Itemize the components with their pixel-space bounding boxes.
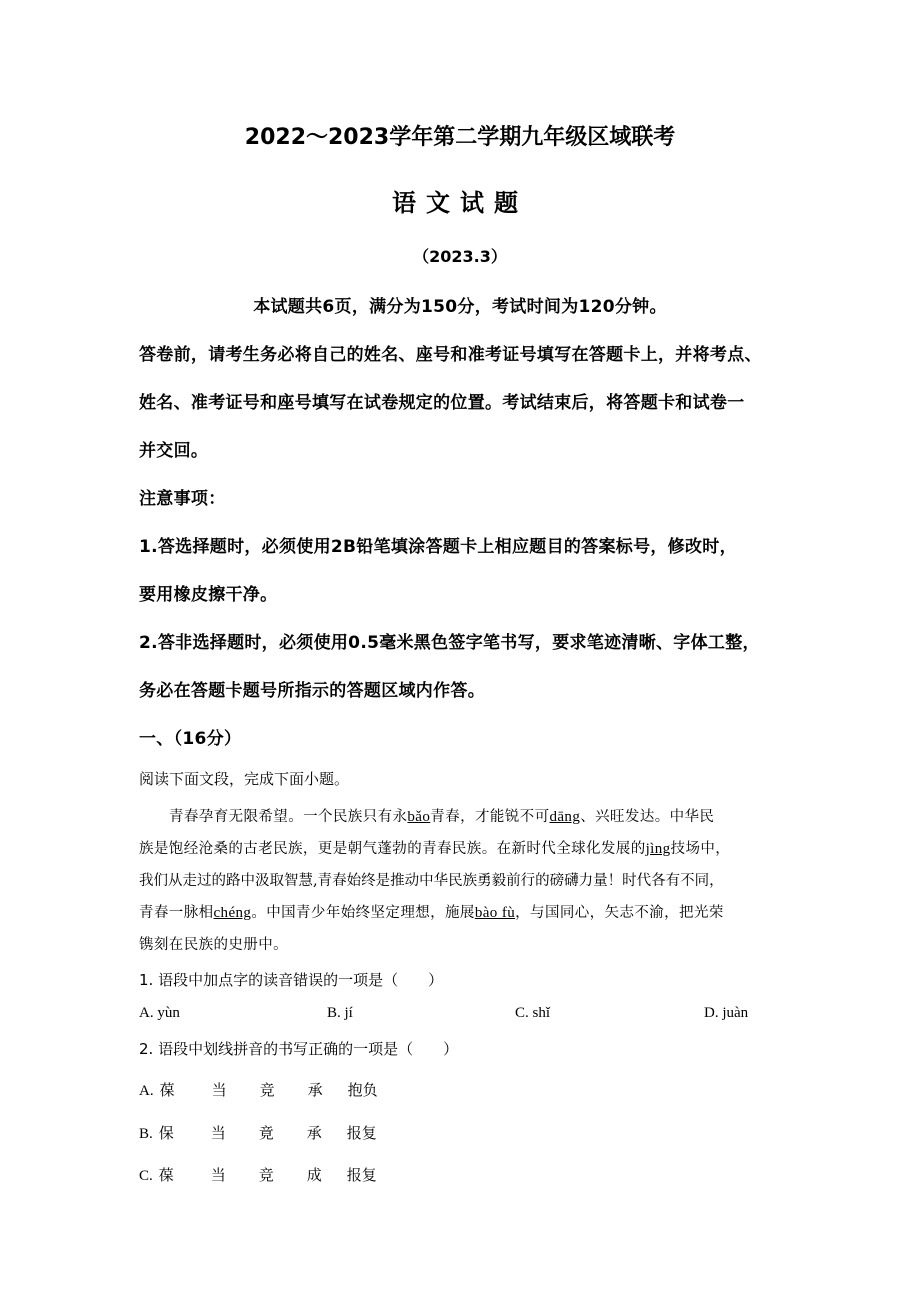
option-word: 竟 — [258, 1124, 274, 1142]
option-word: 当 — [210, 1124, 226, 1142]
notice-line: 务必在答题卡题号所指示的答题区域内作答。 — [139, 681, 485, 701]
instruction-line: 并交回。 — [139, 441, 209, 461]
option-word: 保 — [158, 1124, 174, 1142]
option-word: 当 — [211, 1081, 227, 1099]
passage-text: 。中国青少年始终坚定理想，施展 — [251, 905, 475, 921]
subject-title: 语文试题 — [392, 189, 528, 217]
option-word: 葆 — [159, 1081, 175, 1099]
option-label: B. — [139, 1126, 153, 1142]
q1-option-b[interactable]: B. jí — [327, 1005, 353, 1021]
q1-option-c[interactable]: C. shǐ — [515, 1005, 551, 1021]
exam-date: （2023.3） — [413, 247, 507, 266]
passage-text: 青春，才能锐不可 — [430, 809, 550, 825]
section-heading: 一、（16分） — [139, 729, 242, 749]
passage-text: 、兴旺发达。中华民 — [580, 809, 715, 825]
pinyin-blank: jìng — [645, 841, 671, 857]
option-word: 竞 — [258, 1166, 274, 1184]
exam-summary: 本试题共6页，满分为150分，考试时间为120分钟。 — [253, 297, 667, 317]
option-word: 报复 — [346, 1124, 377, 1142]
option-word: 成 — [306, 1166, 322, 1184]
instruction-line: 姓名、准考证号和座号填写在试卷规定的位置。考试结束后，将答题卡和试卷一 — [139, 393, 745, 413]
passage-text: 青春孕育无限希望。一个民族只有永 — [169, 809, 408, 825]
question-1-stem: 1. 语段中加点字的读音错误的一项是（ ） — [139, 971, 444, 989]
passage-text: 镌刻在民族的史册中。 — [139, 937, 288, 953]
option-word: 承 — [306, 1124, 322, 1142]
section-instruction: 阅读下面文段，完成下面小题。 — [139, 770, 350, 788]
passage-text: 我们从走过的路中汲取智慧,青春始终是推动中华民族勇毅前行的磅礴力量！时代各有不同， — [139, 873, 724, 889]
notice-line: 2.答非选择题时，必须使用0.5毫米黑色签字笔书写，要求笔迹清晰、字体工整， — [139, 633, 760, 653]
exam-title: 2022～2023学年第二学期九年级区域联考 — [244, 125, 676, 150]
q1-option-d[interactable]: D. juàn — [704, 1005, 749, 1021]
option-label: C. — [139, 1168, 153, 1184]
passage-text: ，与国同心，矢志不渝，把光荣 — [515, 905, 724, 921]
passage-text: 技场中， — [670, 841, 731, 857]
notice-heading: 注意事项： — [139, 489, 226, 509]
q2-option-b[interactable] — [139, 1122, 377, 1143]
option-word: 报复 — [346, 1166, 377, 1184]
option-word: 竞 — [259, 1081, 275, 1099]
q2-option-c[interactable] — [139, 1164, 377, 1185]
passage-text: 族是饱经沧桑的古老民族，更是朝气蓬勃的青春民族。在新时代全球化发展的 — [139, 841, 646, 857]
notice-line: 要用橡皮擦干净。 — [139, 585, 278, 605]
passage-text: 青春一脉相 — [139, 905, 214, 921]
option-word: 抱负 — [347, 1081, 378, 1099]
option-word: 承 — [307, 1081, 323, 1099]
question-2-stem: 2. 语段中划线拼音的书写正确的一项是（ ） — [139, 1040, 459, 1058]
q2-option-a[interactable] — [139, 1079, 378, 1100]
notice-line: 1.答选择题时，必须使用2B铅笔填涂答题卡上相应题目的答案标号，修改时， — [139, 537, 737, 557]
option-label: A. — [139, 1083, 154, 1099]
pinyin-blank: bǎo — [407, 809, 431, 825]
instruction-line: 答卷前，请考生务必将自己的姓名、座号和准考证号填写在答题卡上，并将考点、 — [139, 345, 762, 365]
pinyin-blank: dāng — [549, 809, 581, 825]
pinyin-blank: bào fù — [474, 905, 516, 921]
option-word: 葆 — [158, 1166, 174, 1184]
q1-option-a[interactable]: A. yùn — [139, 1005, 180, 1021]
option-word: 当 — [210, 1166, 226, 1184]
pinyin-blank: chéng — [213, 905, 252, 921]
